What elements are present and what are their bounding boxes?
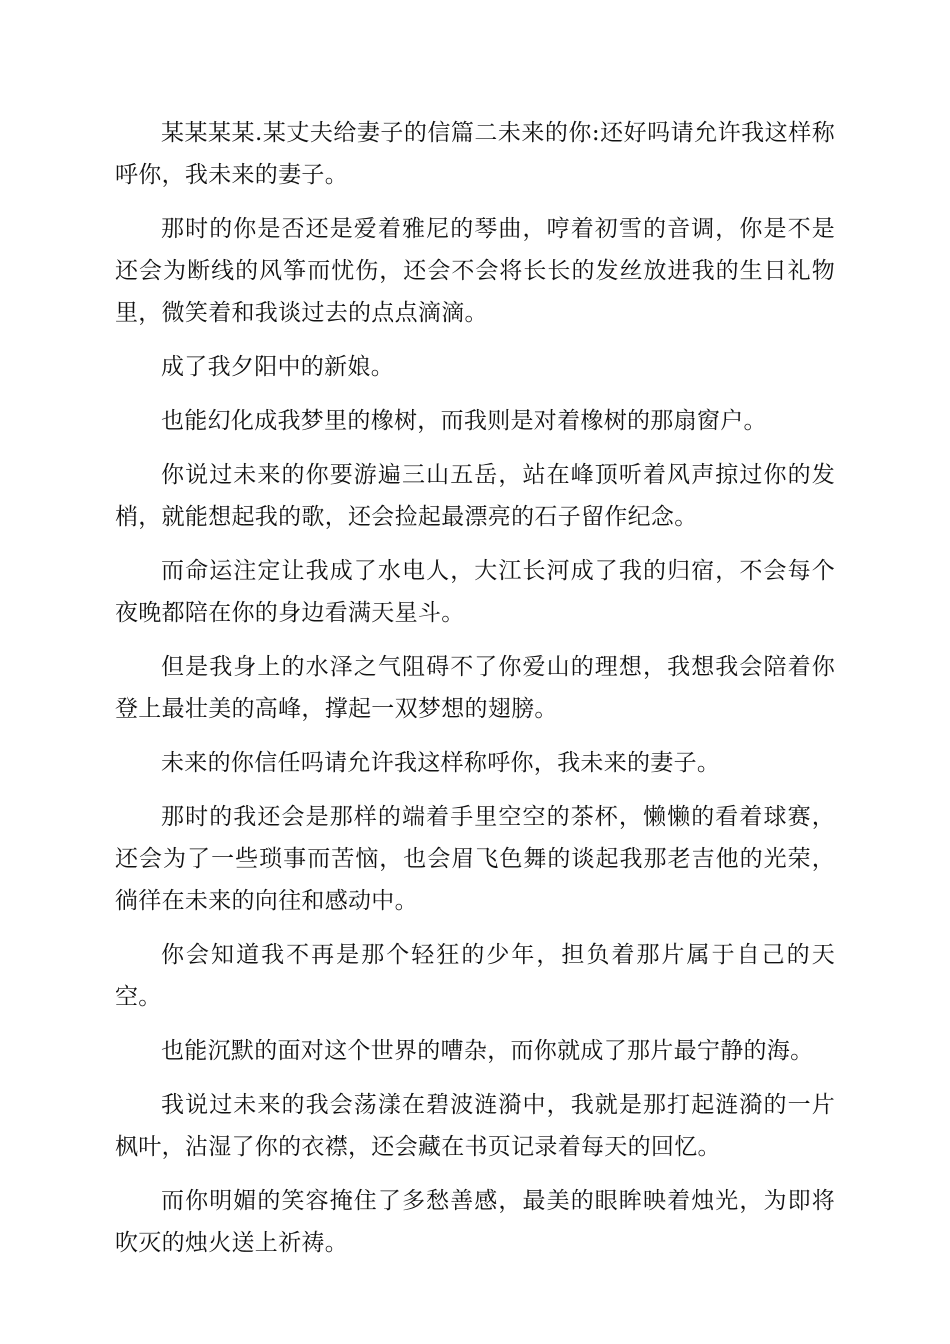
paragraph: 你会知道我不再是那个轻狂的少年，担负着那片属于自己的天空。 <box>115 942 835 1010</box>
paragraph: 也能沉默的面对这个世界的嘈杂，而你就成了那片最宁静的海。 <box>161 1038 814 1064</box>
paragraph: 你说过未来的你要游遍三山五岳，站在峰顶听着风声掠过你的发梢，就能想起我的歌，还会捡起最漂亮的石子留作纪念。 <box>115 462 835 530</box>
paragraph: 那时的你是否还是爱着雅尼的琴曲，哼着初雪的音调，你是不是还会为断线的风筝而忧伤，还会不会将长长的发丝放进我的生日礼物里，微笑着和我谈过去的点点滴滴。 <box>115 216 835 326</box>
paragraph: 而你明媚的笑容掩住了多愁善感，最美的眼眸映着烛光，为即将吹灭的烛火送上祈祷。 <box>115 1188 835 1256</box>
paragraph: 但是我身上的水泽之气阻碍不了你爱山的理想，我想我会陪着你登上最壮美的高峰，撑起一双梦想的翅膀。 <box>115 654 835 722</box>
paragraph: 某某某某.某丈夫给妻子的信篇二未来的你:还好吗请允许我这样称呼你，我未来的妻子。 <box>115 120 835 188</box>
paragraph: 也能幻化成我梦里的橡树，而我则是对着橡树的那扇窗户。 <box>161 408 767 434</box>
paragraph: 而命运注定让我成了水电人，大江长河成了我的归宿，不会每个夜晚都陪在你的身边看满天星斗。 <box>115 558 835 626</box>
document-body <box>115 112 835 1276</box>
paragraph: 成了我夕阳中的新娘。 <box>161 354 394 380</box>
paragraph: 我说过未来的我会荡漾在碧波涟漪中，我就是那打起涟漪的一片枫叶，沾湿了你的衣襟，还会藏在书页记录着每天的回忆。 <box>115 1092 835 1160</box>
paragraph: 那时的我还会是那样的端着手里空空的茶杯，懒懒的看着球赛，还会为了一些琐事而苦恼，也会眉飞色舞的谈起我那老吉他的光荣，徜徉在未来的向往和感动中。 <box>115 804 835 914</box>
paragraph: 未来的你信任吗请允许我这样称呼你，我未来的妻子。 <box>161 750 721 776</box>
